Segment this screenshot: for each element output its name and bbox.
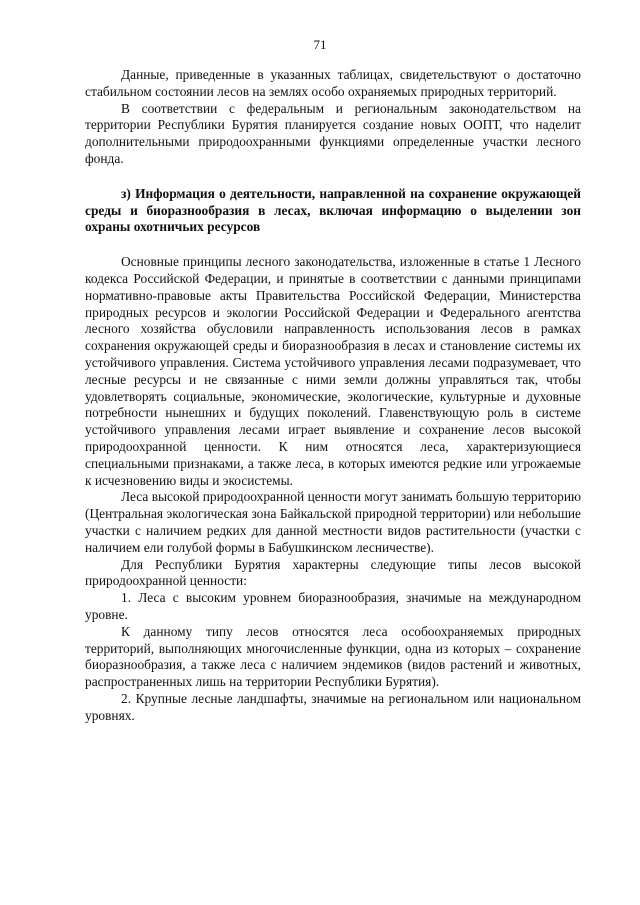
paragraph: Леса высокой природоохранной ценности могут занимать большую территорию (Центральная экологическая зона Байкальской природной территории) или небольшие участки с наличием редких для данной местности видов растительности (участки с наличием ели голубой формы в Бабушкинском лесничестве). (85, 489, 581, 555)
paragraph: В соответствии с федеральным и региональным законодательством на территории Республики Бурятия планируется создание новых ООПТ, что наделит дополнительными природоохранными функциями определенные участки лесного фонда. (85, 100, 581, 166)
paragraph: К данному типу лесов относятся леса особоохраняемых природных территорий, выполняющих многочисленные функции, одна из которых – сохранение биоразнообразия, а также леса с наличием эндемиков (видов растений и животных, распространенных лишь на территории Республики Бурятия). (85, 623, 581, 690)
paragraph: Основные принципы лесного законодательства, изложенные в статье 1 Лесного кодекса Российской Федерации, и принятые в соответствии с данными принципами нормативно-правовые акты Правительства Российской Федерации, Министерства природных ресурсов и экологии Российской Федерации и Федерального агентства лесного хозяйства обусловили направленность использования лесов в рамках сохранения окружающей среды и биоразнообразия в лесах и становление системы их устойчивого управления. Система устойчивого управления лесами подразумевает, что лесные ресурсы и не связанные с ними земли должны управляться так, чтобы удовлетворять социальные, экономические, экологические, культурные и духовные потребности нынешних и будущих поколений. Главенствующую роль в системе устойчивого управления лесами играет выявление и сохранение лесов высокой природоохранной ценности. К ним относятся леса, характеризующиеся специальными признаками, а также леса, в которых имеются редкие или угрожаемые к исчезновению виды и экосистемы. (85, 254, 581, 488)
page-number: 71 (313, 37, 327, 52)
section-heading: з) Информация о деятельности, направленной на сохранение окружающей среды и биоразнообразия в лесах, включая информацию о выделении зон охраны охотничьих ресурсов (85, 185, 581, 235)
paragraph: Данные, приведенные в указанных таблицах, свидетельствуют о достаточно стабильном состоянии лесов на землях особо охраняемых природных территорий. (85, 67, 581, 99)
list-item: 1. Леса с высоким уровнем биоразнообразия, значимые на международном уровне. (85, 590, 581, 622)
list-item: 2. Крупные лесные ландшафты, значимые на региональном или национальном уровнях. (85, 690, 581, 723)
document-body (85, 67, 581, 724)
paragraph: Для Республики Бурятия характерны следующие типы лесов высокой природоохранной ценности: (85, 556, 581, 589)
